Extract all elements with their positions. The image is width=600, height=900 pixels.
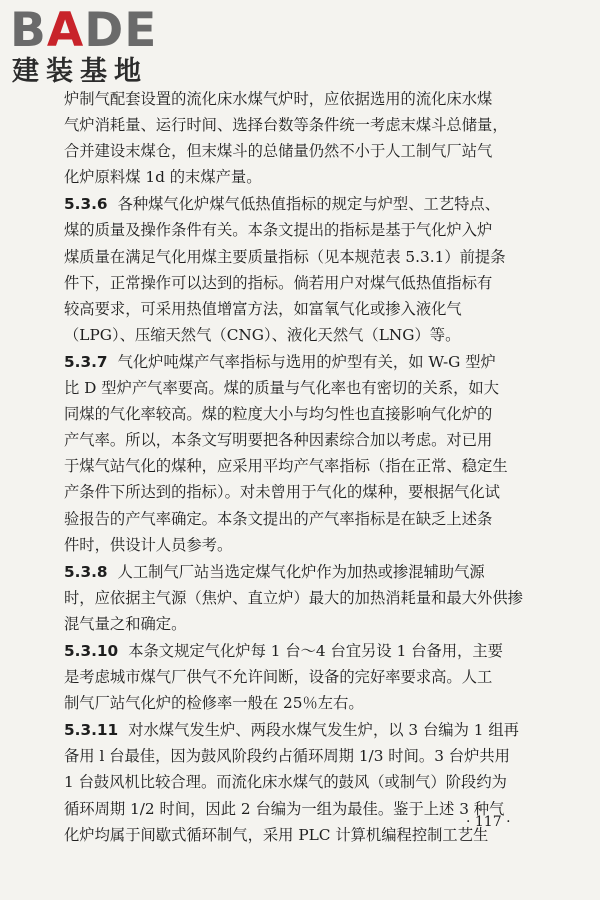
- page-number: · 117 ·: [466, 814, 511, 830]
- clause-paragraph: [64, 349, 552, 558]
- logo-letters-de: DE: [84, 3, 158, 58]
- bade-logo: [10, 3, 175, 88]
- document-body: [64, 86, 552, 848]
- paragraph-line: 较高要求，可采用热值增富方法，如富氧气化或掺入液化气: [64, 299, 462, 318]
- paragraph-line: 合并建设末煤仓，但末煤斗的总储量仍然不小于人工制气厂站气: [64, 142, 493, 161]
- paragraph-line: 时，应依据主气源（焦炉、直立炉）最大的加热消耗量和最大外供掺: [64, 588, 523, 607]
- paragraph-line: 于煤气站气化的煤种，应采用平均产气率指标（指在正常、稳定生: [64, 457, 508, 476]
- clause-paragraph: [64, 191, 552, 348]
- clause-text: 本条文规定气化炉每 1 台～4 台宜另设 1 台备用，主要: [128, 641, 503, 660]
- clause-text: 对水煤气发生炉、两段水煤气发生炉，以 3 台编为 1 组再: [128, 721, 519, 740]
- logo-letter-b: B: [10, 3, 47, 58]
- clause-first-line: [64, 191, 552, 217]
- paragraph-line: 1 台鼓风机比较合理。而流化床水煤气的鼓风（或制气）阶段约为: [64, 773, 507, 792]
- clause-paragraph: [64, 638, 552, 716]
- intro-paragraph: [64, 86, 552, 190]
- clause-first-line: [64, 717, 552, 743]
- paragraph-line: 制气厂站气化炉的检修率一般在 25％左右。: [64, 694, 364, 713]
- logo-letter-a: A: [46, 3, 85, 58]
- paragraph-line: 煤质量在满足气化用煤主要质量指标（见本规范表 5.3.1）前提条: [64, 247, 506, 266]
- logo-subtitle: 建装基地: [12, 56, 148, 87]
- paragraph-line: 产气率。所以，本条文写明要把各种因素综合加以考虑。对已用: [64, 431, 493, 450]
- paragraph-line: 循环周期 1/2 时间，因此 2 台编为一组为最佳。鉴于上述 3 种气: [64, 799, 505, 818]
- paragraph-line: 件时，供设计人员参考。: [64, 535, 233, 554]
- clause-first-line: [64, 559, 552, 585]
- paragraph-line: （LPG）、压缩天然气（CNG）、液化天然气（LNG）等。: [64, 325, 461, 344]
- paragraph-line: 气炉消耗量、运行时间、选择台数等条件统一考虑末煤斗总储量，: [64, 116, 508, 135]
- clause-number: 5.3.8: [64, 562, 108, 581]
- paragraph-line: 混气量之和确定。: [64, 614, 187, 633]
- clause-text: 气化炉吨煤产气率指标与选用的炉型有关，如 W-G 型炉: [117, 352, 496, 371]
- clause-first-line: [64, 638, 552, 664]
- clause-number: 5.3.11: [64, 721, 119, 740]
- paragraph-line: 备用 l 台最佳，因为鼓风阶段约占循环周期 1/3 时间。3 台炉共用: [64, 747, 510, 766]
- paragraph-line: 同煤的气化率较高。煤的粒度大小与均匀性也直接影响气化炉的: [64, 405, 493, 424]
- clause-text: 各种煤气化炉煤气低热值指标的规定与炉型、工艺特点、: [117, 195, 500, 214]
- clause-text: 人工制气厂站当选定煤气化炉作为加热或掺混辅助气源: [117, 562, 485, 581]
- paragraph-line: 是考虑城市煤气厂供气不允许间断，设备的完好率要求高。人工: [64, 668, 493, 687]
- paragraph-line: 比 D 型炉产气率要高。煤的质量与气化率也有密切的关系，如大: [64, 379, 500, 398]
- paragraph-line: 煤的质量及操作条件有关。本条文提出的指标是基于气化炉入炉: [64, 221, 493, 240]
- logo-wordmark: [10, 3, 175, 58]
- clause-first-line: [64, 349, 552, 375]
- clause-number: 5.3.10: [64, 641, 119, 660]
- clause-paragraph: [64, 559, 552, 637]
- clause-number: 5.3.6: [64, 195, 108, 214]
- clause-number: 5.3.7: [64, 352, 108, 371]
- paragraph-line: 化炉均属于间歇式循环制气，采用 PLC 计算机编程控制工艺生: [64, 825, 489, 844]
- paragraph-line: 件下，正常操作可以达到的指标。倘若用户对煤气低热值指标有: [64, 273, 493, 292]
- paragraph-line: 产条件下所达到的指标）。对未曾用于气化的煤种，要根据气化试: [64, 483, 500, 502]
- paragraph-line: 验报告的产气率确定。本条文提出的产气率指标是在缺乏上述条: [64, 509, 493, 528]
- paragraph-line: 化炉原料煤 1d 的末煤产量。: [64, 168, 262, 187]
- paragraph-line: 炉制气配套设置的流化床水煤气炉时，应依据选用的流化床水煤: [64, 90, 493, 108]
